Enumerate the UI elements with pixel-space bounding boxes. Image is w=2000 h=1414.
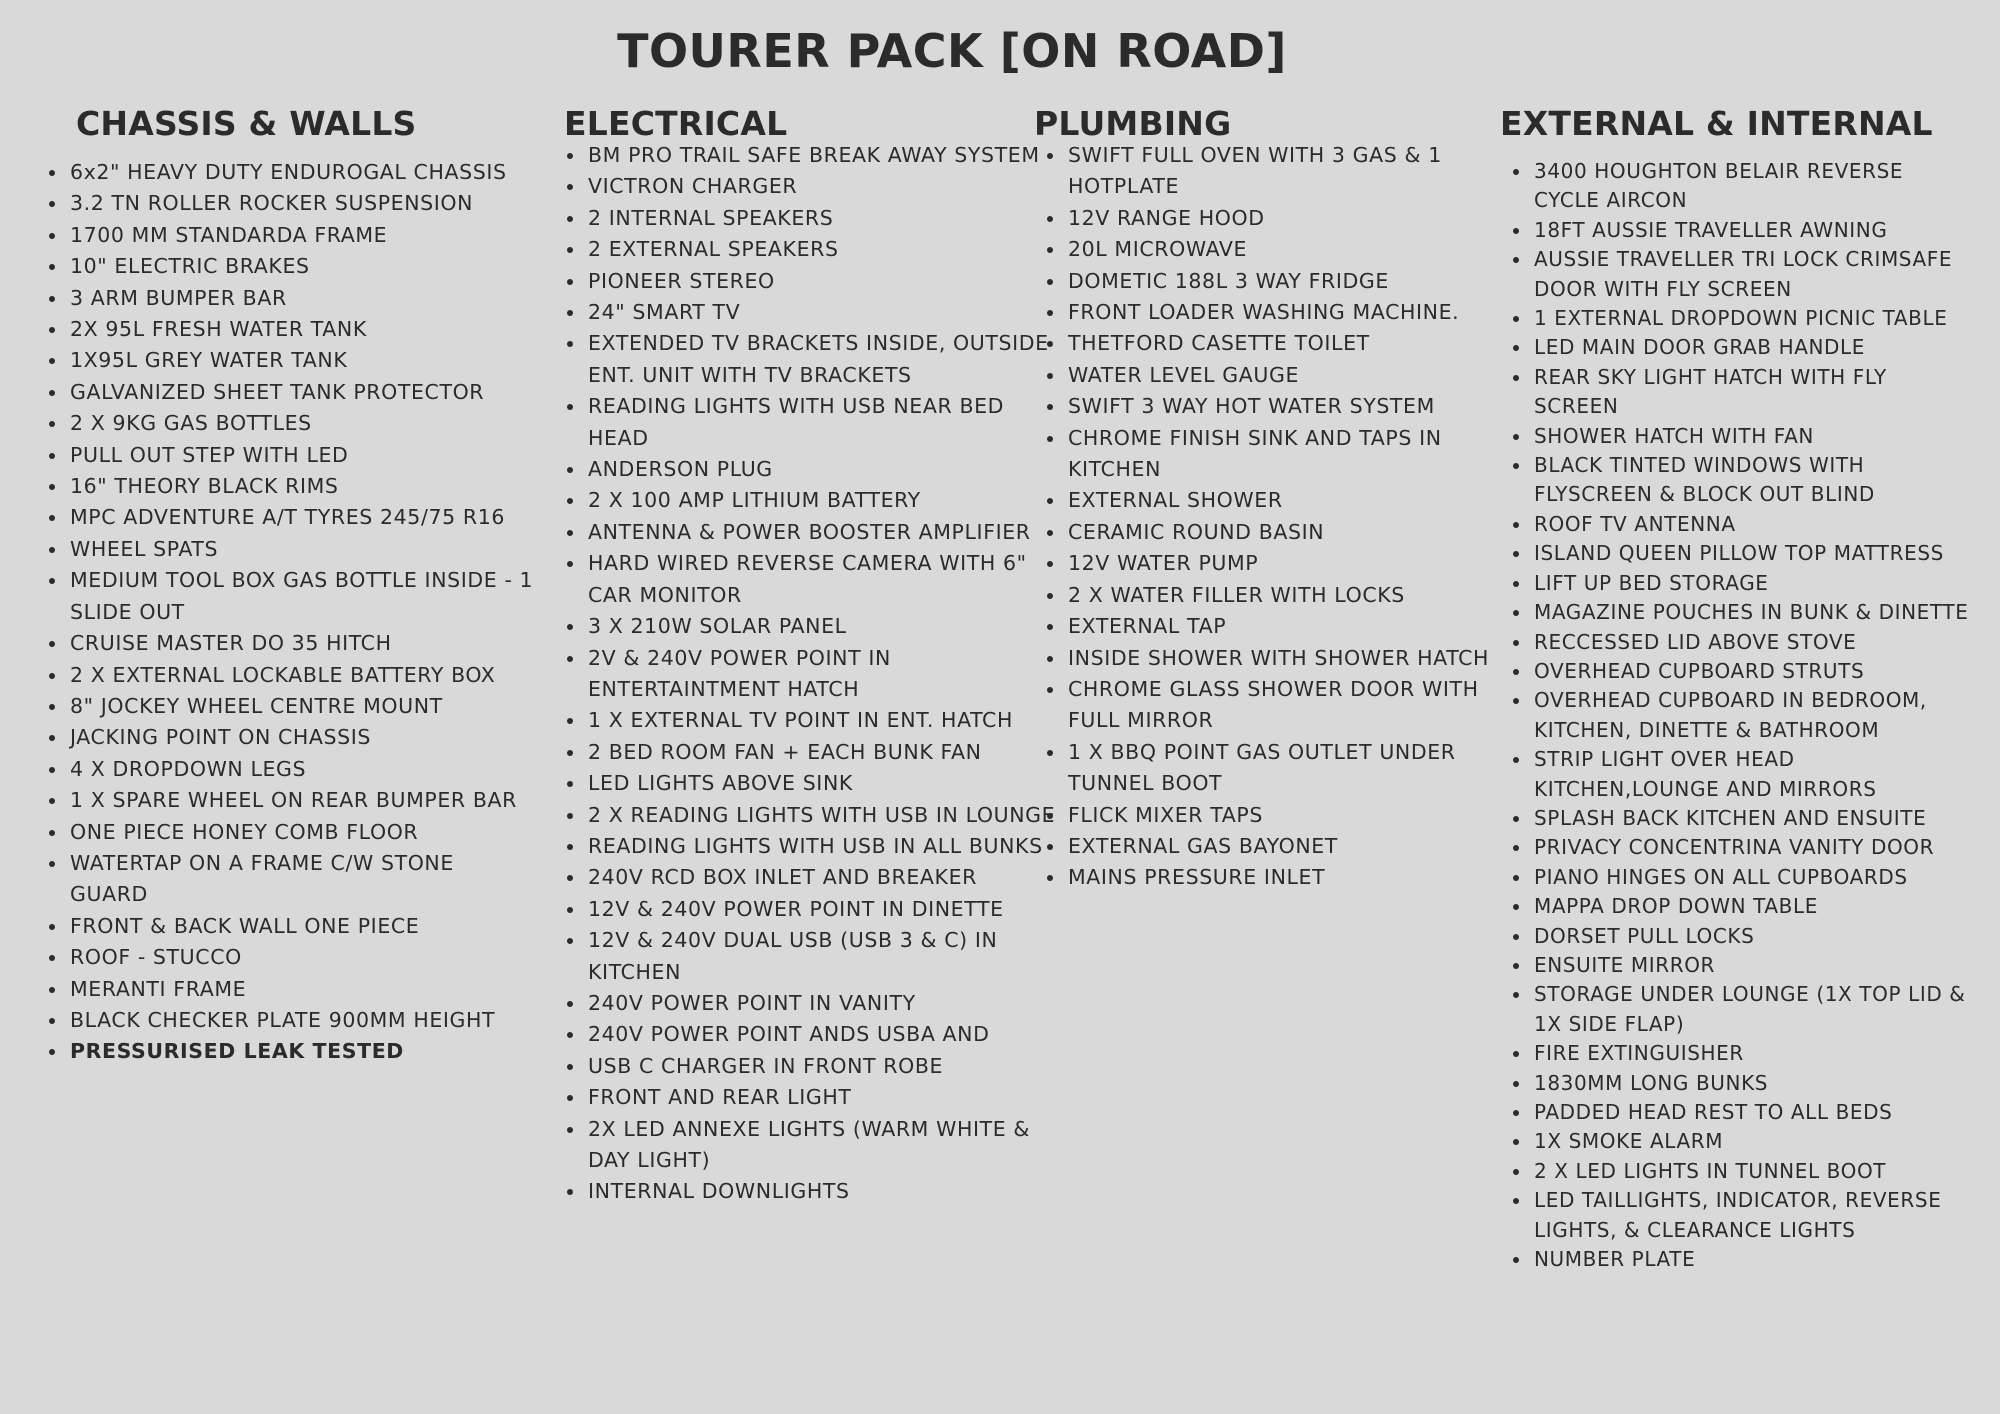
list-item: • 2 EXTERNAL SPEAKERS (586, 234, 1056, 265)
list-item: • EXTENDED TV BRACKETS INSIDE, OUTSIDE ENT. UNIT WITH TV BRACKETS (586, 328, 1056, 391)
list-item: • 2 X 9KG GAS BOTTLES (68, 408, 538, 439)
list-item: • 2X 95L FRESH WATER TANK (68, 314, 538, 345)
column-heading: EXTERNAL & INTERNAL (1500, 104, 1933, 143)
list-item: • PRIVACY CONCENTRINA VANITY DOOR (1532, 833, 1972, 862)
list-item: • SWIFT FULL OVEN WITH 3 GAS & 1 HOTPLATE (1066, 140, 1536, 203)
list-item: • WATERTAP ON A FRAME C/W STONE GUARD (68, 848, 538, 911)
list-item: • 1 EXTERNAL DROPDOWN PICNIC TABLE (1532, 304, 1972, 333)
list-item: • PADDED HEAD REST TO ALL BEDS (1532, 1098, 1972, 1127)
list-item: • 10" ELECTRIC BRAKES (68, 251, 538, 282)
list-item: • WHEEL SPATS (68, 534, 538, 565)
list-item: • MERANTI FRAME (68, 974, 538, 1005)
list-item: • LED LIGHTS ABOVE SINK (586, 768, 1056, 799)
list-item: • 2 X READING LIGHTS WITH USB IN LOUNGE (586, 800, 1056, 831)
list-item: • MEDIUM TOOL BOX GAS BOTTLE INSIDE - 1 SLIDE OUT (68, 565, 538, 628)
list-item: • DORSET PULL LOCKS (1532, 922, 1972, 951)
list-item: • 1830MM LONG BUNKS (1532, 1069, 1972, 1098)
list-item: • PIANO HINGES ON ALL CUPBOARDS (1532, 863, 1972, 892)
list-item: • 2 X 100 AMP LITHIUM BATTERY (586, 485, 1056, 516)
list-item: • LED TAILLIGHTS, INDICATOR, REVERSE LIGHTS, & CLEARANCE LIGHTS (1532, 1186, 1972, 1245)
list-item: • DOMETIC 188L 3 WAY FRIDGE (1066, 266, 1536, 297)
list-item: • PIONEER STEREO (586, 266, 1056, 297)
list-item: • MPC ADVENTURE A/T TYRES 245/75 R16 (68, 502, 538, 533)
list-item: • 1 X EXTERNAL TV POINT IN ENT. HATCH (586, 705, 1056, 736)
list-item: • 24" SMART TV (586, 297, 1056, 328)
list-item: • SWIFT 3 WAY HOT WATER SYSTEM (1066, 391, 1536, 422)
list-item: • 1X95L GREY WATER TANK (68, 345, 538, 376)
list-item: • 20L MICROWAVE (1066, 234, 1536, 265)
list-item: • 12V & 240V DUAL USB (USB 3 & C) IN KITCHEN (586, 925, 1056, 988)
column-heading: CHASSIS & WALLS (76, 104, 417, 143)
list-item: • VICTRON CHARGER (586, 171, 1056, 202)
list-item: • 12V RANGE HOOD (1066, 203, 1536, 234)
list-item: • ANTENNA & POWER BOOSTER AMPLIFIER (586, 517, 1056, 548)
list-item: • 3 X 210W SOLAR PANEL (586, 611, 1056, 642)
list-item: • 8" JOCKEY WHEEL CENTRE MOUNT (68, 691, 538, 722)
list-item: • 1 X BBQ POINT GAS OUTLET UNDER TUNNEL BOOT (1066, 737, 1536, 800)
list-item: • PRESSURISED LEAK TESTED (68, 1036, 538, 1067)
spec-list (554, 140, 1056, 1208)
list-item: • EXTERNAL TAP (1066, 611, 1536, 642)
list-item: • 12V & 240V POWER POINT IN DINETTE (586, 894, 1056, 925)
list-item: • 4 X DROPDOWN LEGS (68, 754, 538, 785)
list-item: • OVERHEAD CUPBOARD STRUTS (1532, 657, 1972, 686)
list-item: • 240V POWER POINT IN VANITY (586, 988, 1056, 1019)
list-item: • STRIP LIGHT OVER HEAD KITCHEN,LOUNGE AND MIRRORS (1532, 745, 1972, 804)
page-title: TOURER PACK [ON ROAD] (617, 24, 1287, 78)
list-item: • 16" THEORY BLACK RIMS (68, 471, 538, 502)
list-item: • FRONT LOADER WASHING MACHINE. (1066, 297, 1536, 328)
list-item: • 1700 MM STANDARDA FRAME (68, 220, 538, 251)
list-item: • FIRE EXTINGUISHER (1532, 1039, 1972, 1068)
list-item: • AUSSIE TRAVELLER TRI LOCK CRIMSAFE DOOR WITH FLY SCREEN (1532, 245, 1972, 304)
spec-list (36, 157, 538, 1068)
list-item: • 3.2 TN ROLLER ROCKER SUSPENSION (68, 188, 538, 219)
list-item: • LED MAIN DOOR GRAB HANDLE (1532, 333, 1972, 362)
list-item: • MAGAZINE POUCHES IN BUNK & DINETTE (1532, 598, 1972, 627)
list-item: • NUMBER PLATE (1532, 1245, 1972, 1274)
list-item: • SPLASH BACK KITCHEN AND ENSUITE (1532, 804, 1972, 833)
list-item: • GALVANIZED SHEET TANK PROTECTOR (68, 377, 538, 408)
spec-list (1034, 140, 1536, 894)
list-item: • 18FT AUSSIE TRAVELLER AWNING (1532, 216, 1972, 245)
list-item: • 2 BED ROOM FAN + EACH BUNK FAN (586, 737, 1056, 768)
list-item: • READING LIGHTS WITH USB NEAR BED HEAD (586, 391, 1056, 454)
list-item: • EXTERNAL SHOWER (1066, 485, 1536, 516)
list-item: • CHROME GLASS SHOWER DOOR WITH FULL MIRROR (1066, 674, 1536, 737)
list-item: • 3400 HOUGHTON BELAIR REVERSE CYCLE AIRCON (1532, 157, 1972, 216)
list-item: • 2 INTERNAL SPEAKERS (586, 203, 1056, 234)
list-item: • USB C CHARGER IN FRONT ROBE (586, 1051, 1056, 1082)
list-item: • BM PRO TRAIL SAFE BREAK AWAY SYSTEM (586, 140, 1056, 171)
list-item: • CERAMIC ROUND BASIN (1066, 517, 1536, 548)
list-item: • 240V POWER POINT ANDS USBA AND (586, 1019, 1056, 1050)
list-item: • THETFORD CASETTE TOILET (1066, 328, 1536, 359)
list-item: • REAR SKY LIGHT HATCH WITH FLY SCREEN (1532, 363, 1972, 422)
list-item: • CHROME FINISH SINK AND TAPS IN KITCHEN (1066, 423, 1536, 486)
list-item: • ENSUITE MIRROR (1532, 951, 1972, 980)
list-item: • 1X SMOKE ALARM (1532, 1127, 1972, 1156)
list-item: • WATER LEVEL GAUGE (1066, 360, 1536, 391)
list-item: • 2 X EXTERNAL LOCKABLE BATTERY BOX (68, 660, 538, 691)
list-item: • 2V & 240V POWER POINT IN ENTERTAINTMENT HATCH (586, 643, 1056, 706)
list-item: • 2 X LED LIGHTS IN TUNNEL BOOT (1532, 1157, 1972, 1186)
list-item: • BLACK CHECKER PLATE 900MM HEIGHT (68, 1005, 538, 1036)
list-item: • OVERHEAD CUPBOARD IN BEDROOM, KITCHEN, DINETTE & BATHROOM (1532, 686, 1972, 745)
list-item: • INTERNAL DOWNLIGHTS (586, 1176, 1056, 1207)
list-item: • 12V WATER PUMP (1066, 548, 1536, 579)
list-item: • MAPPA DROP DOWN TABLE (1532, 892, 1972, 921)
list-item: • SHOWER HATCH WITH FAN (1532, 422, 1972, 451)
list-item: • 240V RCD BOX INLET AND BREAKER (586, 862, 1056, 893)
list-item: • HARD WIRED REVERSE CAMERA WITH 6" CAR MONITOR (586, 548, 1056, 611)
list-item: • 1 X SPARE WHEEL ON REAR BUMPER BAR (68, 785, 538, 816)
list-item: • ANDERSON PLUG (586, 454, 1056, 485)
list-item: • BLACK TINTED WINDOWS WITH FLYSCREEN & BLOCK OUT BLIND (1532, 451, 1972, 510)
list-item: • FRONT AND REAR LIGHT (586, 1082, 1056, 1113)
list-item: • 2 X WATER FILLER WITH LOCKS (1066, 580, 1536, 611)
list-item: • INSIDE SHOWER WITH SHOWER HATCH (1066, 643, 1536, 674)
list-item: • ONE PIECE HONEY COMB FLOOR (68, 817, 538, 848)
list-item: • 3 ARM BUMPER BAR (68, 283, 538, 314)
list-item: • STORAGE UNDER LOUNGE (1X TOP LID & 1X SIDE FLAP) (1532, 980, 1972, 1039)
list-item: • READING LIGHTS WITH USB IN ALL BUNKS (586, 831, 1056, 862)
column-heading: PLUMBING (1034, 104, 1232, 143)
list-item: • RECCESSED LID ABOVE STOVE (1532, 628, 1972, 657)
list-item: • ROOF - STUCCO (68, 942, 538, 973)
column-heading: ELECTRICAL (564, 104, 788, 143)
list-item: • ISLAND QUEEN PILLOW TOP MATTRESS (1532, 539, 1972, 568)
list-item: • FLICK MIXER TAPS (1066, 800, 1536, 831)
list-item: • CRUISE MASTER DO 35 HITCH (68, 628, 538, 659)
list-item: • 6x2" HEAVY DUTY ENDUROGAL CHASSIS (68, 157, 538, 188)
list-item: • ROOF TV ANTENNA (1532, 510, 1972, 539)
list-item: • MAINS PRESSURE INLET (1066, 862, 1536, 893)
list-item: • 2X LED ANNEXE LIGHTS (WARM WHITE & DAY LIGHT) (586, 1114, 1056, 1177)
spec-list (1500, 157, 1972, 1274)
list-item: • PULL OUT STEP WITH LED (68, 440, 538, 471)
list-item: • JACKING POINT ON CHASSIS (68, 722, 538, 753)
list-item: • FRONT & BACK WALL ONE PIECE (68, 911, 538, 942)
list-item: • EXTERNAL GAS BAYONET (1066, 831, 1536, 862)
list-item: • LIFT UP BED STORAGE (1532, 569, 1972, 598)
